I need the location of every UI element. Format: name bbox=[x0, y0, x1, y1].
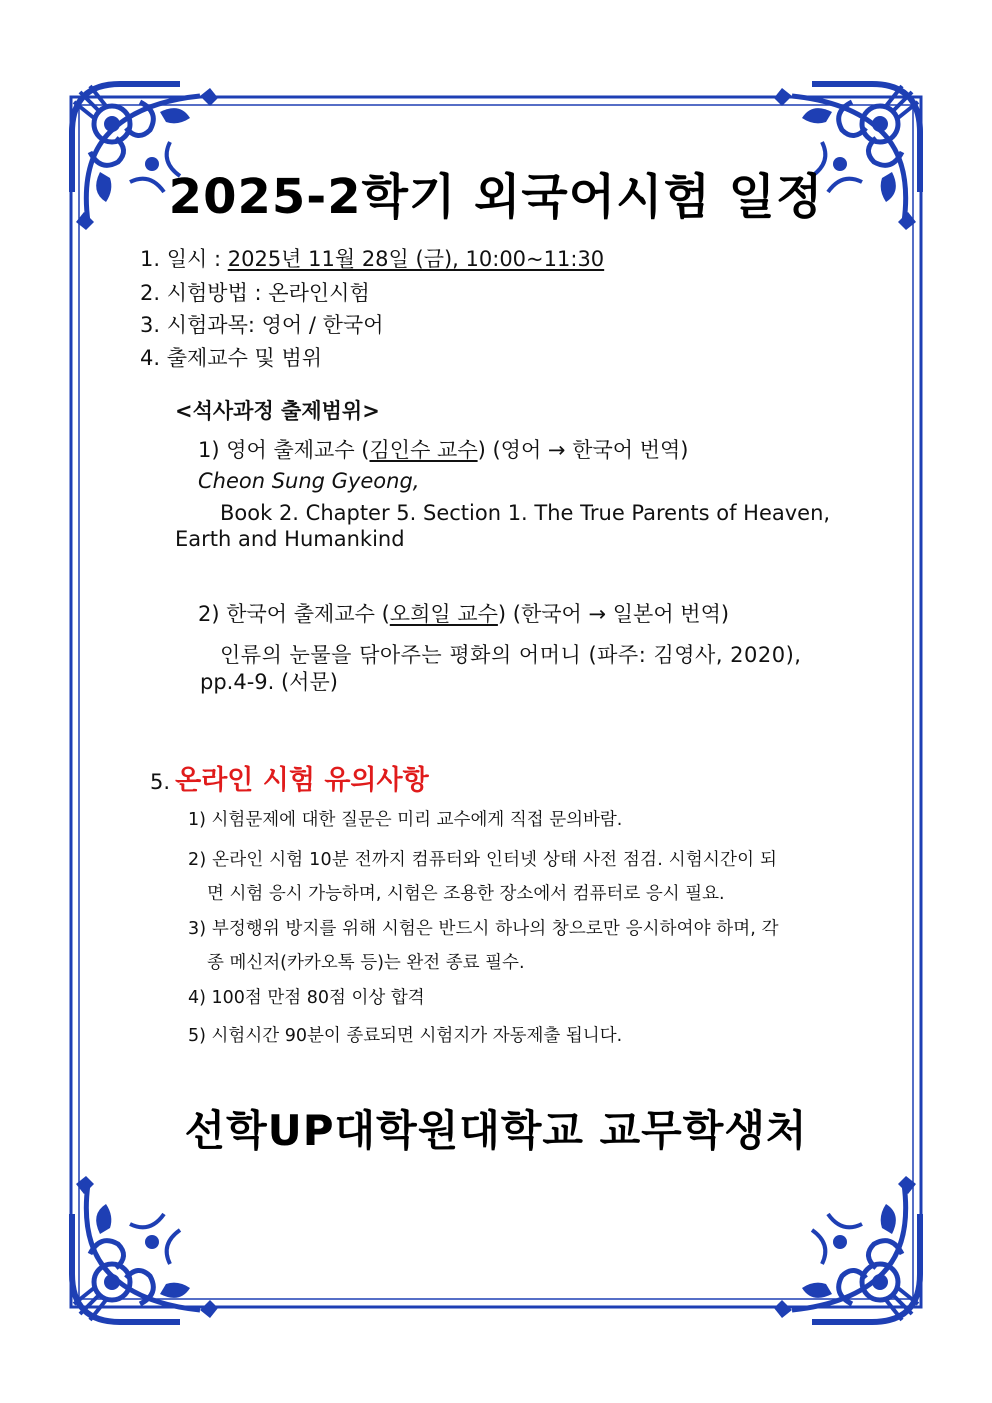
online-notice-heading bbox=[150, 758, 429, 797]
subitem-prefix: 1) 영어 출제교수 ( bbox=[198, 438, 370, 462]
page-title: 2025-2학기 외국어시험 일정 bbox=[168, 169, 824, 225]
masters-heading: <석사과정 출제범위> bbox=[175, 399, 380, 423]
korean-professor: 오희일 교수 bbox=[389, 602, 498, 626]
korean-book-line1: 인류의 눈물을 닦아주는 평화의 어머니 (파주: 김영사, 2020), bbox=[220, 643, 802, 667]
korean-book-line2: pp.4-9. (서문) bbox=[200, 670, 338, 694]
notice-2-line2: 면 시험 응시 가능하며, 시험은 조용한 장소에서 컴퓨터로 응시 필요. bbox=[207, 884, 725, 904]
item-number: 2. bbox=[140, 281, 161, 305]
section-number: 5. bbox=[150, 770, 171, 794]
book-title: Cheon Sung Gyeong, bbox=[198, 469, 420, 493]
item-subjects bbox=[140, 309, 383, 339]
item-text: 시험방법 : 온라인시험 bbox=[166, 281, 370, 305]
book-reference-line2: Earth and Humankind bbox=[175, 527, 405, 551]
item-text: 시험과목: 영어 / 한국어 bbox=[166, 313, 384, 337]
subitem-prefix: 2) 한국어 출제교수 ( bbox=[198, 602, 390, 626]
online-notice-title: 온라인 시험 유의사항 bbox=[175, 765, 429, 796]
item-label: 일시 : bbox=[166, 247, 228, 271]
notice-2-line1: 2) 온라인 시험 10분 전까지 컴퓨터와 인터넷 상태 사전 점검. 시험시간이 되 bbox=[188, 850, 778, 870]
subitem-suffix: ) (영어 → 한국어 번역) bbox=[477, 438, 689, 462]
notice-5: 5) 시험시간 90분이 종료되면 시험지가 자동제출 됩니다. bbox=[188, 1026, 623, 1046]
item-text: 출제교수 및 범위 bbox=[166, 346, 323, 370]
item-schedule bbox=[140, 243, 604, 273]
item-number: 1. bbox=[140, 247, 161, 271]
exam-datetime: 2025년 11월 28일 (금), 10:00~11:30 bbox=[227, 247, 605, 271]
english-professor: 김인수 교수 bbox=[369, 438, 478, 462]
notice-1: 1) 시험문제에 대한 질문은 미리 교수에게 직접 문의바람. bbox=[188, 810, 623, 830]
korean-subitem bbox=[198, 598, 729, 628]
notice-3-line1: 3) 부정행위 방지를 위해 시험은 반드시 하나의 창으로만 응시하여야 하며, 각 bbox=[188, 919, 779, 939]
item-number: 3. bbox=[140, 313, 161, 337]
subitem-suffix: ) (한국어 → 일본어 번역) bbox=[497, 602, 730, 626]
issuer-footer: 선학UP대학원대학교 교무학생처 bbox=[184, 1106, 808, 1155]
item-method bbox=[140, 277, 370, 307]
item-professors bbox=[140, 342, 322, 372]
english-subitem bbox=[198, 434, 689, 464]
item-number: 4. bbox=[140, 346, 161, 370]
book-reference-line1: Book 2. Chapter 5. Section 1. The True Parents of Heaven, bbox=[220, 501, 831, 525]
notice-3-line2: 종 메신저(카카오톡 등)는 완전 종료 필수. bbox=[207, 953, 525, 973]
notice-4: 4) 100점 만점 80점 이상 합격 bbox=[188, 988, 425, 1008]
